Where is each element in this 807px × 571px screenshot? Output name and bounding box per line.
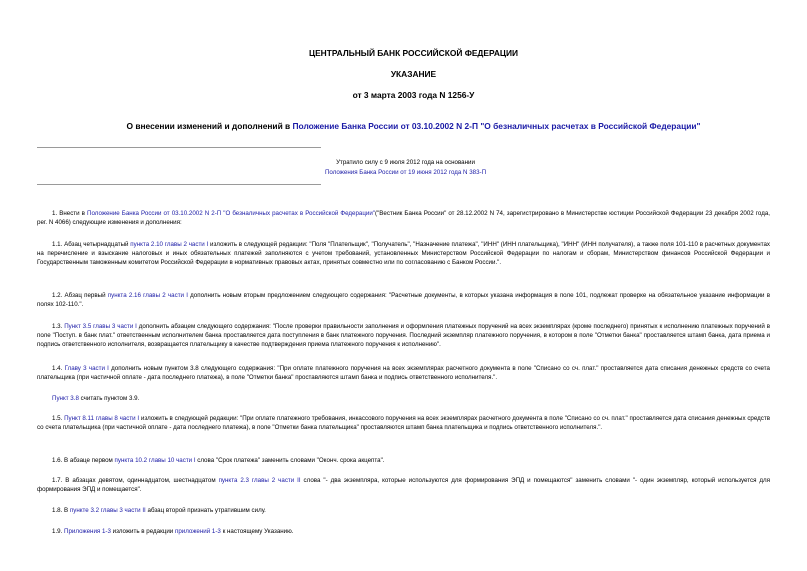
- paragraph-1-8: [37, 506, 770, 515]
- paragraph-text: 1.2. Абзац первый: [52, 292, 108, 299]
- paragraph-link[interactable]: пункте 3.2 главы 3 части II: [69, 507, 146, 514]
- paragraph-1-2: [37, 291, 770, 309]
- paragraph-text: 1.9.: [52, 528, 65, 535]
- paragraph-1-3: [37, 322, 770, 350]
- paragraph-link[interactable]: пункта 2.16 главы 2 части I: [107, 292, 188, 299]
- paragraph-link[interactable]: пункта 10.2 главы 10 части I: [114, 457, 196, 464]
- paragraph-text: изложить в редакции: [110, 528, 175, 535]
- paragraph-1-6: [37, 456, 770, 465]
- divider-bottom: [37, 184, 321, 185]
- paragraph-link[interactable]: Пункт 3.8: [52, 395, 79, 402]
- paragraph-link[interactable]: пункта 2.3 главы 2 части II: [218, 477, 301, 484]
- paragraph-1: [37, 209, 770, 227]
- paragraph-text: 1.1. Абзац четырнадцатый: [52, 241, 131, 248]
- paragraph-link[interactable]: Положение Банка России от 03.10.2002 N 2-П "О безналичных расчетах в Российской Федерации": [87, 210, 376, 217]
- paragraph-1-1: [37, 240, 770, 268]
- paragraph-text: абзац второй признать утратившим силу.: [145, 507, 266, 514]
- divider-top: [37, 147, 321, 148]
- paragraph-text: 1.4.: [52, 365, 65, 372]
- paragraph-1-7: [37, 476, 770, 494]
- paragraph-1-4-renumber: [37, 394, 770, 403]
- paragraph-text: 1.7. В абзацах девятом, одиннадцатом, шестнадцатом: [52, 477, 219, 484]
- paragraph-text: изложить в следующей редакции: "Поля "Плательщик", "Получатель", "Назначение платежа", "ИНН" (ИНН плательщика), "ИНН" (ИНН получателя), а также поля 101-110 в расчетных документах на перечисление и взыскание налоговых и иных обязательных платежей заполняются с учетом требований, установленных Министерством Российской Федерации по налогам и сборам, Министерством финансов Российской Федерации и Государственным таможенным комитетом Российской Федерации в нормативных правовых актах, принятых совместно или по согласованию с Банком России.".: [37, 241, 770, 267]
- paragraph-text: слова "Срок платежа" заменить словами "Оконч. срока акцепта".: [195, 457, 385, 464]
- paragraph-text: 1.5.: [52, 415, 65, 422]
- paragraph-1-4: [37, 364, 770, 382]
- paragraph-link[interactable]: Пункт 3.5 главы 3 части I: [64, 323, 137, 330]
- paragraph-text: 1. Внести в: [52, 210, 88, 217]
- paragraph-text: дополнить новым пунктом 3.8 следующего содержания: "При оплате платежного поручения на всех экземплярах расчетного документа в поле "Списано со сч. плат." проставляется дата списания денежных средств со счета плательщика (при частичной оплате - дата последнего платежа), в поле "Отметки банка" проставляются штамп банка и подпись ответственного исполнителя.".: [37, 365, 770, 382]
- paragraph-text: 1.3.: [52, 323, 65, 330]
- document-date-number: от 3 марта 2003 года N 1256-У: [352, 90, 475, 100]
- paragraph-link[interactable]: приложений 1-3: [174, 528, 221, 535]
- issuer-title: ЦЕНТРАЛЬНЫЙ БАНК РОССИЙСКОЙ ФЕДЕРАЦИИ: [308, 48, 519, 58]
- paragraph-text: дополнить новым вторым предложением следующего содержания: "Расчетные документы, в которых указана информация в поле 101, подлежат проверке на обязательное указание информации в полях 102-110.".: [37, 292, 771, 309]
- document-type: УКАЗАНИЕ: [390, 69, 437, 79]
- paragraph-1-9: [37, 527, 770, 536]
- paragraph-text: 1.6. В абзаце первом: [52, 457, 115, 464]
- paragraph-text: дополнить абзацем следующего содержания: "После проверки правильности заполнения и оформления платежных поручений на всех экземплярах (кроме последнего) принятых к исполнению платежных поручений в поле "Поступ. в банк плат." ответственным исполнителем банка проставляется дата поступления в банк платежного поручения. Последний экземпляр платежного поручения, в котором в поле "Отметки банка" проставляется штамп банка, дата приема и подпись ответственного исполнителя, возвращается плательщику в качестве подтверждения приема платежного поручения к исполнению".: [37, 323, 770, 349]
- paragraph-text: слова "- два экземпляра, которые используются для формирования ЭПД и помещаются" заменить словами "- один экземпляр, который используется для формирования ЭПД и помещается".: [37, 477, 770, 494]
- status-note-link[interactable]: Положения Банка России от 19 июня 2012 года N 383-П: [324, 169, 487, 176]
- paragraph-1-5: [37, 414, 770, 432]
- paragraph-text: считать пунктом 3.9.: [78, 395, 140, 402]
- status-note-text: Утратило силу с 9 июля 2012 года на основании: [336, 159, 475, 166]
- subject-prefix: О внесении изменений и дополнений в: [126, 121, 293, 131]
- paragraph-text: 1.8. В: [52, 507, 70, 514]
- document-subject: [10, 121, 807, 131]
- paragraph-link[interactable]: Приложения 1-3: [64, 528, 111, 535]
- paragraph-link[interactable]: Пункт 8.11 главы 8 части I: [64, 415, 140, 422]
- paragraph-text: изложить в следующей редакции: "При оплате платежного требования, инкассового поручения на всех экземплярах расчетного документа в поле "Списано со сч. плат." проставляется дата списания денежных средств со счета плательщика (при частичной оплате - дата последнего платежа), в поле "Отметки банка плательщика" проставляются штамп банка плательщика и подпись ответственного исполнителя.".: [37, 415, 770, 432]
- paragraph-text: ("Вестник Банка России" от 28.12.2002 N 74, зарегистрировано в Министерстве юстиции Российской Федерации 23 декабря 2002 года, рег. N 4066) следующие изменения и дополнения:: [37, 210, 771, 227]
- status-note-link-line: [2, 168, 807, 178]
- paragraph-text: к настоящему Указанию.: [220, 528, 294, 535]
- subject-link[interactable]: Положение Банка России от 03.10.2002 N 2-П "О безналичных расчетах в Российской Федерации": [292, 121, 701, 131]
- paragraph-link[interactable]: Главу 3 части I: [64, 365, 109, 372]
- paragraph-link[interactable]: пункта 2.10 главы 2 части I: [130, 241, 209, 248]
